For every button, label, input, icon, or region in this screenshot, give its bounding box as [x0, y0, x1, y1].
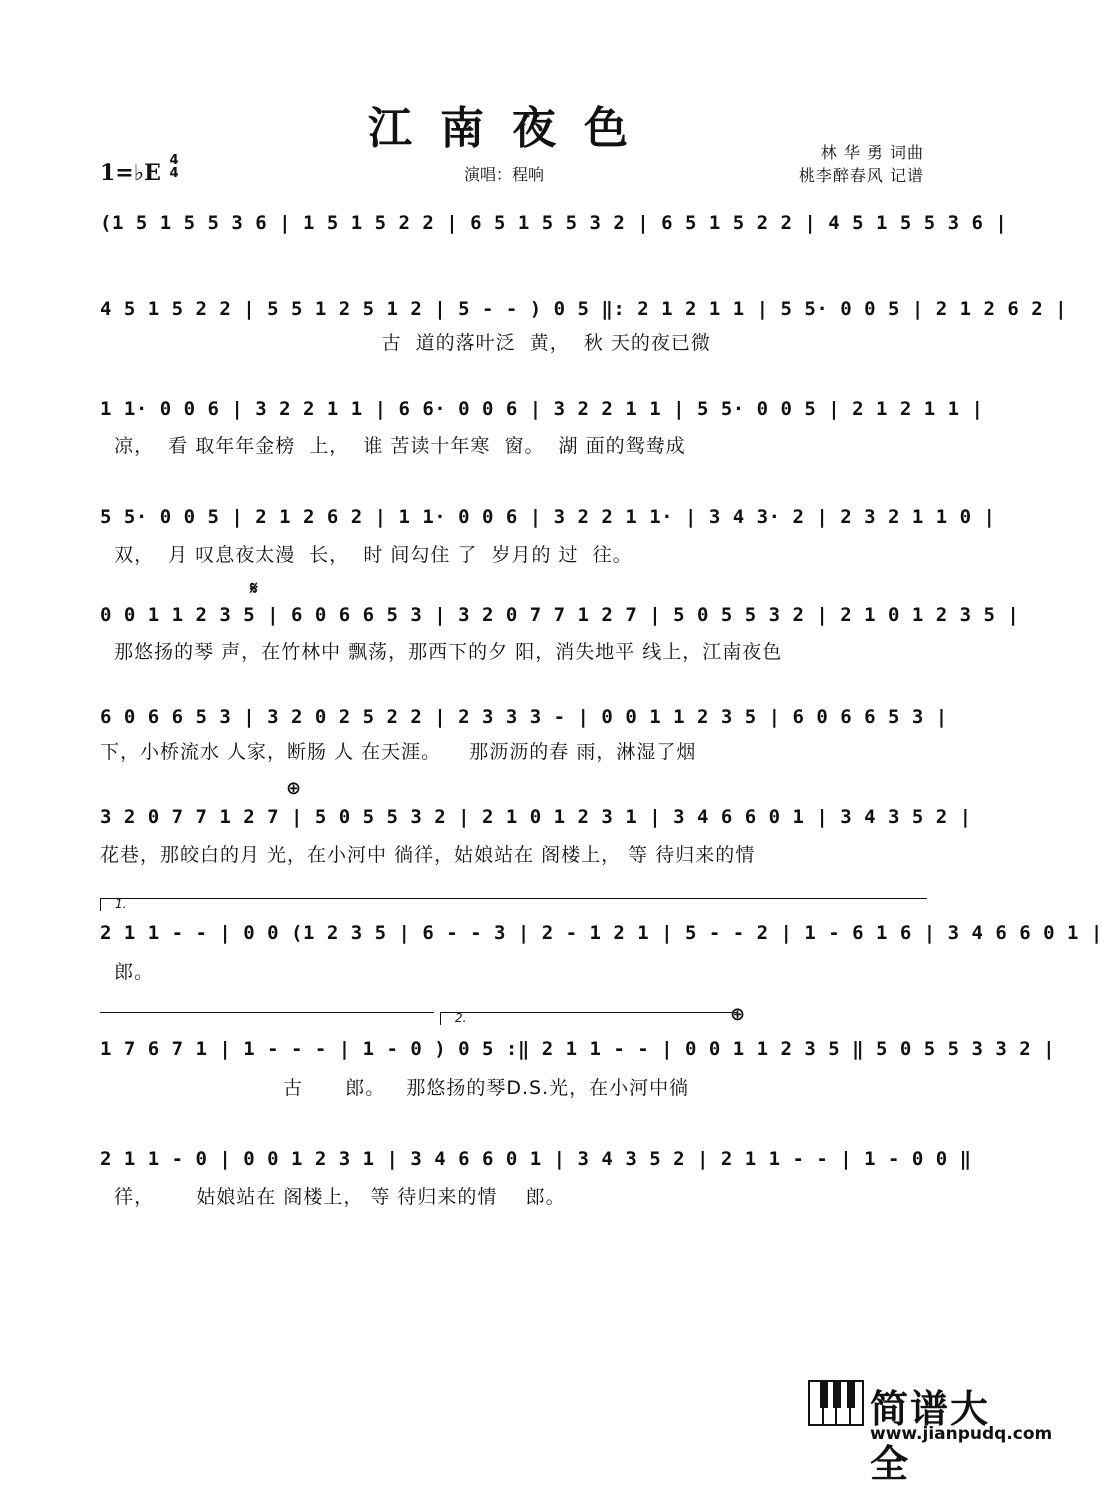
notation-row: 2 1 1 - 0 | 0 0 1 2 3 1 | 3 4 6 6 0 1 | 3 4 3 5 2 | 2 1 1 - - | 1 - 0 0 ‖: [100, 1148, 972, 1170]
notation-row: 3 2 0 7 7 1 2 7 | 5 0 5 5 3 2 | 2 1 0 1 2 3 1 | 3 4 6 6 0 1 | 3 4 3 5 2 |: [100, 806, 972, 828]
notation-row: 6 0 6 6 5 3 | 3 2 0 2 5 2 2 | 2 3 3 3 - | 0 0 1 1 2 3 5 | 6 0 6 6 5 3 |: [100, 706, 948, 728]
notation-row: 1 1· 0 0 6 | 3 2 2 1 1 | 6 6· 0 0 6 | 3 2 2 1 1 | 5 5· 0 0 5 | 2 1 2 1 1 |: [100, 398, 984, 420]
logo-brand-text: 简谱大全: [870, 1387, 991, 1486]
lyric-row: 徉， 姑娘站在 阁楼上， 等 待归来的情 郎。: [100, 1186, 566, 1208]
notation-row: 5 5· 0 0 5 | 2 1 2 6 2 | 1 1· 0 0 6 | 3 2 2 1 1· | 3 4 3· 2 | 2 3 2 1 1 0 |: [100, 506, 996, 528]
notation-row: 1 7 6 7 1 | 1 - - - | 1 - 0 ) 0 5 :‖ 2 1 1 - - | 0 0 1 1 2 3 5 ‖ 5 0 5 5 3 3 2 |: [100, 1038, 1056, 1060]
volta-bracket-2: [440, 1012, 737, 1025]
lyric-row: 古 道的落叶泛 黄， 秋 天的夜已微: [100, 332, 711, 354]
lyric-row: 凉， 看 取年年金榜 上， 谁 苦读十年寒 窗。 湖 面的鸳鸯成: [100, 435, 686, 457]
lyric-row: 下，小桥流水 人家，断肠 人 在天涯。 那沥沥的春 雨，淋湿了烟: [100, 741, 697, 763]
lyric-row: 双， 月 叹息夜太漫 长， 时 间勾住 了 岁月的 过 往。: [100, 544, 633, 566]
coda-mark: ⊕: [286, 778, 302, 799]
coda-mark: ⊕: [730, 1004, 746, 1025]
composer-credit: 林 华 勇 词曲: [820, 143, 924, 162]
singer-credit: 演唱：程响: [464, 165, 545, 184]
volta-1-label: 1.: [115, 897, 127, 911]
logo-site-text: www.jianpudq.com: [870, 1424, 1053, 1444]
time-signature: [166, 154, 182, 180]
site-logo[interactable]: [808, 1380, 1053, 1486]
notation-row: 4 5 1 5 2 2 | 5 5 1 2 5 1 2 | 5 - - ) 0 5 ‖: 2 1 2 1 1 | 5 5· 0 0 5 | 2 1 2 6 2 |: [100, 298, 1068, 320]
piano-keys-icon: [808, 1380, 864, 1426]
lyric-row: 古 郎。 那悠扬的琴D.S.光，在小河中徜: [100, 1077, 690, 1099]
lyric-row: 郎。: [100, 961, 155, 983]
transcriber-credit: 桃李醉春风 记谱: [798, 166, 924, 185]
volta-bracket-1: [100, 898, 927, 911]
time-signature-bottom: 4: [169, 166, 179, 181]
time-signature-top: 4: [169, 153, 179, 168]
notation-row: 0 0 1 1 2 3 5 | 6 0 6 6 5 3 | 3 2 0 7 7 1 2 7 | 5 0 5 5 3 2 | 2 1 0 1 2 3 5 |: [100, 604, 1020, 626]
key-signature: 1=♭E: [100, 160, 161, 186]
notation-row: (1 5 1 5 5 3 6 | 1 5 1 5 2 2 | 6 5 1 5 5 3 2 | 6 5 1 5 2 2 | 4 5 1 5 5 3 6 |: [100, 212, 1008, 234]
volta-2-label: 2.: [455, 1011, 467, 1025]
lyric-row: 那悠扬的琴 声，在竹林中 飘荡，那西下的夕 阳，消失地平 线上，江南夜色: [100, 641, 783, 663]
lyric-row: 花巷，那皎白的月 光，在小河中 徜徉，姑娘站在 阁楼上， 等 待归来的情: [100, 844, 756, 866]
volta-end-line: [100, 1012, 434, 1013]
segno-mark: 𝄋: [250, 578, 258, 599]
song-title: 江南夜色: [368, 103, 656, 154]
notation-row: 2 1 1 - - | 0 0 (1 2 3 5 | 6 - - 3 | 2 - 1 2 1 | 5 - - 2 | 1 - 6 1 6 | 3 4 6 6 0 1 |: [100, 922, 1103, 944]
